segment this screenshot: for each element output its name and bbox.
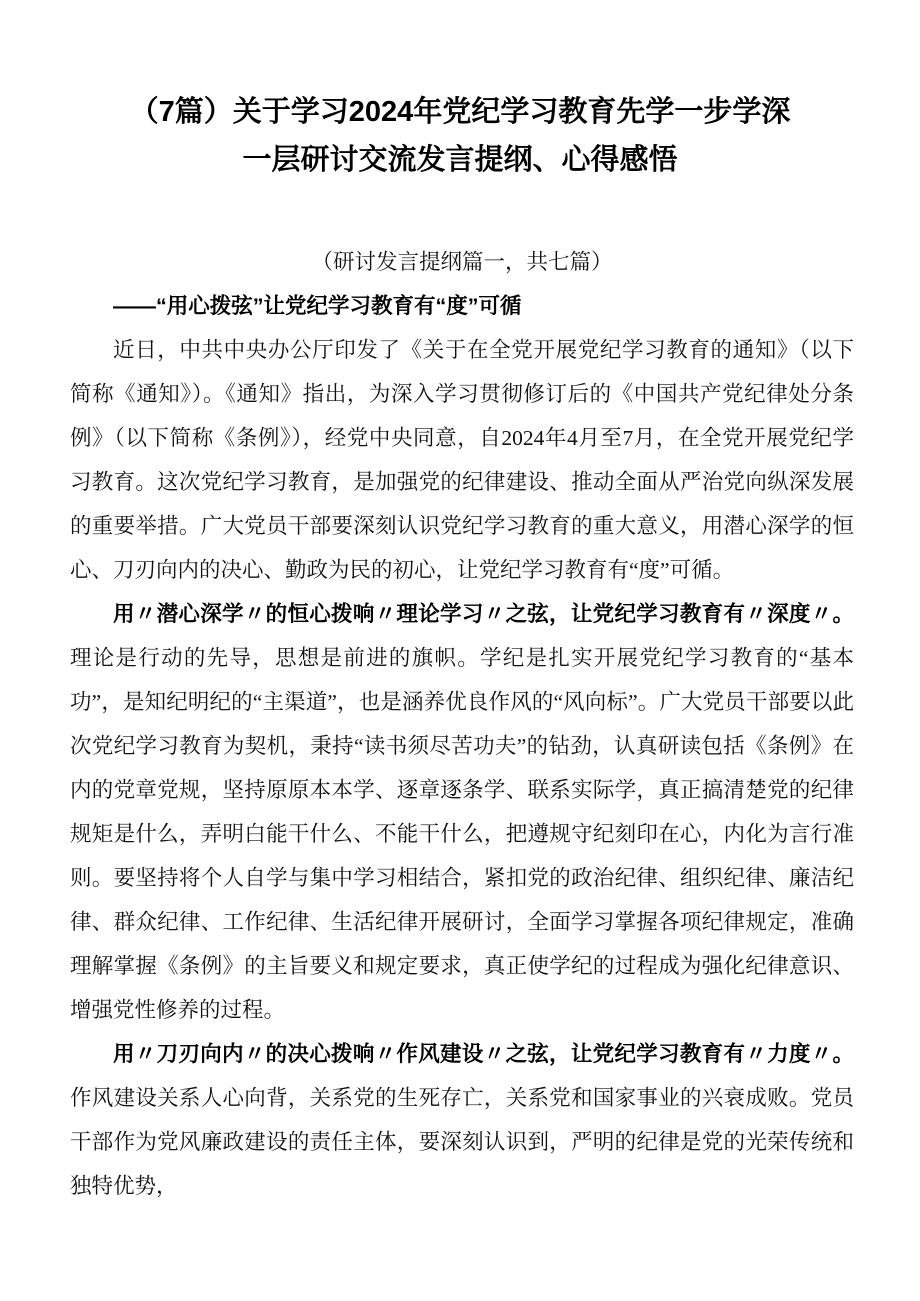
- paragraph-text: 作风建设关系人心向背，关系党的生死存亡，关系党和国家事业的兴衰成败。党员干部作为党风廉政建设的责任主体，要深刻认识到，严明的纪律是党的光荣传统和独特优势，: [70, 1086, 854, 1198]
- section-heading: ——“用心拨弦”让党纪学习教育有“度”可循: [113, 294, 522, 318]
- document-content: [70, 240, 854, 1208]
- paragraph-text: 近日，中共中央办公厅印发了《关于在全党开展党纪学习教育的通知》（以下简称《通知》）。《通知》指出，为深入学习贯彻修订后的《中国共产党纪律处分条例》（以下简称《条例》），经党中央同意，自2024年4月至7月，在全党开展党纪学习教育。这次党纪学习教育，是加强党的纪律建设、推动全面从严治党向纵深发展的重要举措。广大党员干部要深刻认识党纪学习教育的重大意义，用潜心深学的恒心、刀刃向内的决心、勤政为民的初心，让党纪学习教育有“度”可循。: [70, 338, 854, 582]
- meta-line: （研讨发言提纲篇一，共七篇）: [311, 250, 613, 274]
- paragraph: [70, 1032, 854, 1208]
- document-title: [60, 88, 860, 184]
- title-line-2: 一层研讨交流发言提纲、心得感悟: [242, 144, 678, 176]
- paragraph: [70, 328, 854, 592]
- paragraph-text: 理论是行动的先导，思想是前进的旗帜。学纪是扎实开展党纪学习教育的“基本功”，是知纪明纪的“主渠道”，也是涵养优良作风的“风向标”。广大党员干部要以此次党纪学习教育为契机，秉持“读书须尽苦功夫”的钻劲，认真研读包括《条例》在内的党章党规，坚持原原本本学、逐章逐条学、联系实际学，真正搞清楚党的纪律规矩是什么，弄明白能干什么、不能干什么，把遵规守纪刻印在心，内化为言行准则。要坚持将个人自学与集中学习相结合，紧扣党的政治纪律、组织纪律、廉洁纪律、群众纪律、工作纪律、生活纪律开展研讨，全面学习掌握各项纪律规定，准确理解掌握《条例》的主旨要义和规定要求，真正使学纪的过程成为强化纪律意识、增强党性修养的过程。: [70, 646, 854, 1022]
- paragraph-lead: 用〃刀刃向内〃的决心拨响〃作风建设〃之弦，让党纪学习教育有〃力度〃。: [113, 1042, 854, 1066]
- paragraph: [70, 592, 854, 1032]
- title-line-1: （7篇）关于学习2024年党纪学习教育先学一步学深: [129, 96, 791, 128]
- paragraph-lead: 用〃潜心深学〃的恒心拨响〃理论学习〃之弦，让党纪学习教育有〃深度〃。: [113, 602, 854, 626]
